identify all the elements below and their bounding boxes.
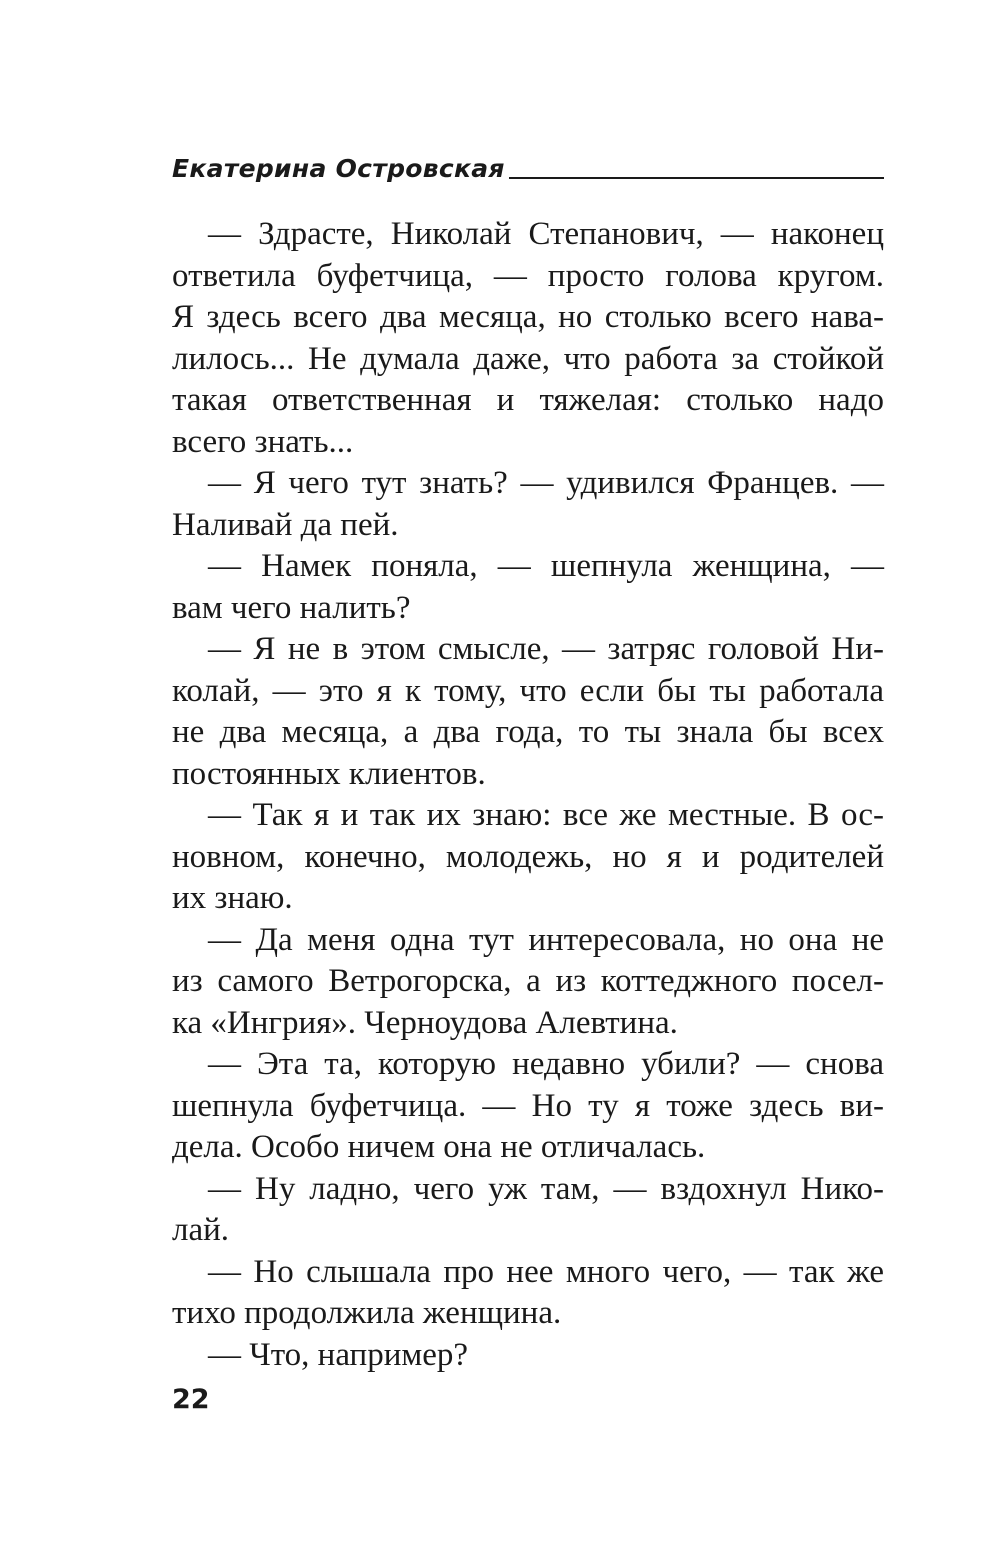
running-header	[172, 156, 884, 181]
text-line: — Я чего тут знать? — удивился Францев. —	[208, 465, 884, 501]
text-line: такая ответственная и тяжелая: столько надо	[172, 382, 884, 418]
text-line: — Эта та, которую недавно убили? — снова	[208, 1046, 884, 1082]
text-line: — Да меня одна тут интересовала, но она не	[208, 921, 884, 958]
text-line: шепнула буфетчица. — Но ту я тоже здесь ви-	[172, 1087, 884, 1124]
text-line: — Намек поняла, — шепнула женщина, —	[208, 548, 884, 584]
text-line: вам чего налить?	[172, 589, 411, 626]
text-line: — Здрасте, Николай Степанович, — наконец	[208, 216, 884, 252]
text-line: тихо продолжила женщина.	[172, 1295, 562, 1331]
text-line: — Ну ладно, чего уж там, — вздохнул Нико-	[208, 1170, 884, 1207]
text-line: новном, конечно, молодежь, но я и родителей	[172, 838, 884, 875]
text-line: их знаю.	[172, 880, 293, 916]
text-line: лилось... Не думала даже, что работа за стойкой	[172, 340, 884, 377]
text-line: колай, — это я к тому, что если бы ты работала	[172, 672, 884, 709]
text-line: — Что, например?	[208, 1336, 469, 1373]
text-line: ка «Ингрия». Черноудова Алевтина.	[172, 1004, 678, 1041]
page-number: 22	[172, 1384, 210, 1415]
text-line: — Я не в этом смысле, — затряс головой Ни-	[208, 631, 884, 667]
text-line: — Так я и так их знаю: все же местные. В ос-	[208, 797, 884, 833]
header-rule	[509, 177, 884, 179]
text-line: — Но слышала про нее много чего, — так же	[208, 1253, 884, 1290]
text-line: лай.	[172, 1212, 230, 1248]
body-text	[172, 214, 884, 1376]
text-line: дела. Особо ничем она не отличалась.	[172, 1129, 706, 1165]
text-line: Наливай да пей.	[172, 506, 399, 543]
author-name: Екатерина Островская	[172, 154, 505, 183]
text-line: постоянных клиентов.	[172, 755, 486, 792]
text-line: Я здесь всего два месяца, но столько всего нава-	[172, 299, 884, 335]
text-line: не два месяца, а два года, то ты знала бы всех	[172, 714, 884, 750]
text-line: из самого Ветрогорска, а из коттеджного посел-	[172, 963, 884, 999]
text-line: всего знать...	[172, 423, 354, 460]
text-line: ответила буфетчица, — просто голова кругом.	[172, 257, 884, 294]
